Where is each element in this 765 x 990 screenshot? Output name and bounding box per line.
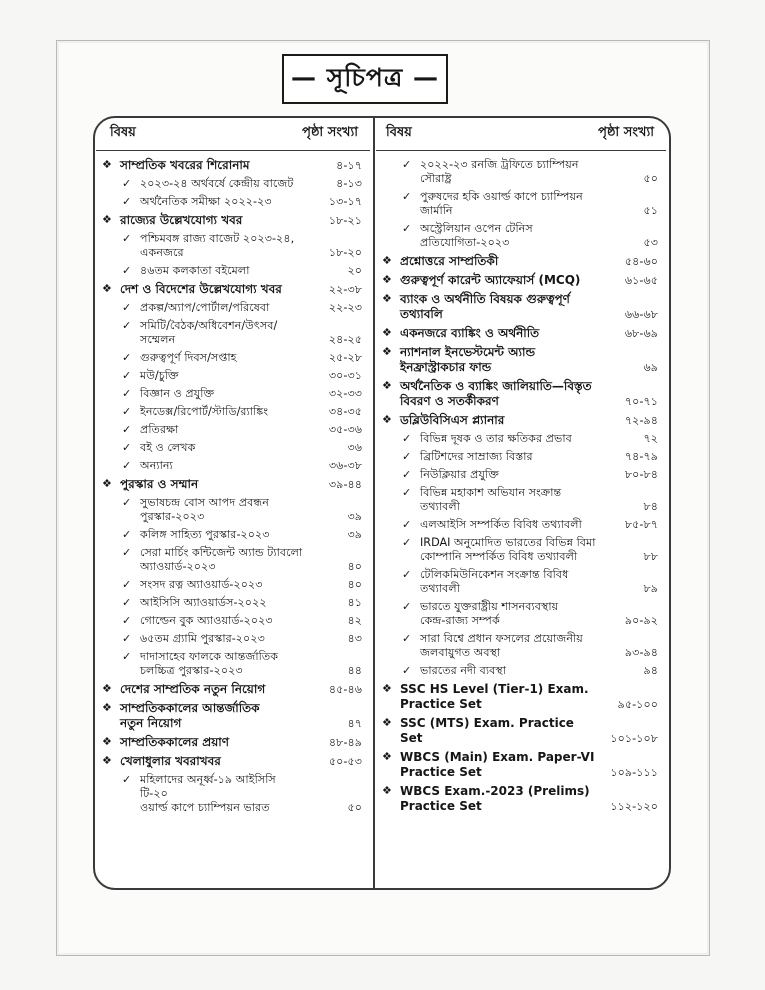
toc-entry — [96, 576, 370, 594]
toc-entry-title: ৬৫তম গ্র্যামি পুরস্কার-২০২৩ — [140, 632, 265, 645]
toc-entry — [96, 349, 370, 367]
toc-entry-title: নিউক্লিয়ার প্রযুক্তি — [420, 468, 499, 481]
toc-page-number: ৪০ — [347, 560, 362, 573]
toc-page-number: ৪৫-৪৬ — [328, 683, 362, 696]
toc-section — [376, 748, 666, 782]
toc-entry-title: সেরা মার্চিং কন্টিজেন্ট অ্যান্ড ট্যাবলো অ্যাওয়ার্ড-২০২৩ — [140, 546, 303, 573]
checkmark-icon: ✓ — [122, 546, 132, 559]
toc-page-number: ৩৫-৩৬ — [328, 423, 362, 436]
toc-entry-title: আইসিসি অ্যাওয়ার্ডস-২০২২ — [140, 596, 267, 609]
toc-section — [376, 782, 666, 816]
diamond-bullet-icon: ❖ — [382, 292, 392, 305]
toc-entry-title: সমিটি/বৈঠক/অধিবেশন/উৎসব/ সম্মেলন — [140, 319, 278, 346]
toc-section — [96, 475, 370, 494]
toc-entry-title: সাম্প্রতিককালের আন্তর্জাতিক নতুন নিয়োগ — [120, 701, 260, 730]
checkmark-icon: ✓ — [122, 387, 132, 400]
toc-entry — [96, 262, 370, 280]
toc-entry-title: পশ্চিমবঙ্গ রাজ্য বাজেট ২০২৩-২৪, একনজরে — [140, 232, 295, 259]
toc-entry-title: খেলাধুলার খবরাখবর — [120, 754, 221, 768]
toc-entry-title: SSC HS Level (Tier-1) Exam. Practice Set — [400, 682, 589, 711]
toc-section — [96, 211, 370, 230]
diamond-bullet-icon: ❖ — [382, 379, 392, 392]
toc-entry-title: এলআইসি সম্পর্কিত বিবিধ তথ্যাবলী — [420, 518, 582, 531]
toc-entry-title: IRDAI অনুমোদিত ভারতের বিভিন্ন বিমা কোম্পানি সম্পর্কিত বিবিধ তথ্যাবলী — [420, 536, 596, 563]
toc-section — [376, 252, 666, 271]
toc-section — [376, 324, 666, 343]
toc-page-number: ৫১ — [643, 204, 658, 217]
diamond-bullet-icon: ❖ — [382, 413, 392, 426]
toc-entry-title: মউ/চুক্তি — [140, 369, 179, 382]
toc-entry-title: ৪৬তম কলকাতা বইমেলা — [140, 264, 250, 277]
checkmark-icon: ✓ — [402, 600, 412, 613]
checkmark-icon: ✓ — [402, 432, 412, 445]
checkmark-icon: ✓ — [122, 195, 132, 208]
toc-entry-title: প্রতিরক্ষা — [140, 423, 179, 436]
toc-entry-title: সাম্প্রতিককালের প্রয়াণ — [120, 735, 230, 749]
toc-page-number: ৩৯ — [347, 528, 362, 541]
toc-entry — [376, 466, 666, 484]
diamond-bullet-icon: ❖ — [382, 682, 392, 695]
toc-entry-title: বিভিন্ন দূষক ও তার ক্ষতিকর প্রভাব — [420, 432, 572, 445]
toc-page-number: ৪২ — [347, 614, 362, 627]
toc-page-number: ৭২ — [643, 432, 658, 445]
toc-entry-title: অর্থনৈতিক সমীক্ষা ২০২২-২৩ — [140, 195, 272, 208]
page-title: — সূচিপত্র — — [282, 54, 448, 104]
toc-page-number: ৬১-৬৫ — [624, 274, 658, 287]
toc-section — [96, 752, 370, 771]
checkmark-icon: ✓ — [122, 650, 132, 663]
toc-entry-title: ভারতের নদী ব্যবস্থা — [420, 664, 506, 677]
toc-entry-title: প্রকল্প/অ্যাপ/পোর্টাল/পরিষেবা — [140, 301, 270, 314]
toc-entry-title: টেলিকমিউনিকেশন সংক্রান্ত বিবিধ তথ্যাবলী — [420, 568, 569, 595]
toc-entry — [96, 317, 370, 349]
diamond-bullet-icon: ❖ — [102, 735, 112, 748]
toc-entry — [96, 630, 370, 648]
toc-entry-title: ভারতে যুক্তরাষ্ট্রীয় শাসনব্যবস্থায় কেন্দ্র-রাজ্য সম্পর্ক — [420, 600, 559, 627]
toc-page-number: ৮৫-৮৭ — [624, 518, 658, 531]
toc-section — [376, 343, 666, 377]
toc-page-number: ১০৯-১১১ — [610, 766, 658, 779]
toc-entry-title: ডব্লিউবিসিএস প্ল্যানার — [400, 413, 505, 427]
checkmark-icon: ✓ — [122, 301, 132, 314]
diamond-bullet-icon: ❖ — [382, 326, 392, 339]
toc-page-number: ৪৩ — [347, 632, 362, 645]
toc-page-number: ৩৯-৪৪ — [328, 478, 362, 491]
toc-page-number: ৩৯ — [347, 510, 362, 523]
toc-entry-title: মহিলাদের অনূর্ধ্ব-১৯ আইসিসি টি-২০ ওয়ার্ল্ড কাপে চ্যাম্পিয়ন ভারত — [140, 773, 276, 814]
toc-page-number: ৩৬ — [347, 441, 362, 454]
toc-entry-title: বই ও লেখক — [140, 441, 196, 454]
toc-section — [376, 271, 666, 290]
checkmark-icon: ✓ — [122, 614, 132, 627]
diamond-bullet-icon: ❖ — [102, 701, 112, 714]
toc-page-number: ৭০-৭১ — [624, 395, 658, 408]
toc-page-number: ৬৯ — [643, 361, 658, 374]
checkmark-icon: ✓ — [402, 632, 412, 645]
toc-page-number: ৮৯ — [643, 582, 658, 595]
toc-page-number: ৩৪-৩৫ — [328, 405, 362, 418]
toc-entry-title: অর্থনৈতিক ও ব্যাঙ্কিং জালিয়াতি—বিস্তৃত বিবরণ ও সতর্কীকরণ — [400, 379, 592, 408]
toc-page-number: ২২-২৩ — [328, 301, 362, 314]
toc-entry-title: অস্ট্রেলিয়ান ওপেন টেনিস প্রতিযোগিতা-২০২৩ — [420, 222, 533, 249]
toc-entry — [96, 230, 370, 262]
toc-entry-title: বিভিন্ন মহাকাশ অভিযান সংক্রান্ত তথ্যাবলী — [420, 486, 562, 513]
toc-section — [96, 733, 370, 752]
toc-page-number: ৯৫-১০০ — [617, 698, 658, 711]
toc-page-number: ৪৭ — [347, 717, 362, 730]
toc-page-number: ৫০ — [347, 801, 362, 814]
toc-page-number: ১৮-২১ — [328, 214, 362, 227]
checkmark-icon: ✓ — [122, 369, 132, 382]
toc-page-number: ১৮-২০ — [328, 246, 362, 259]
toc-page-number: ৯০-৯২ — [624, 614, 658, 627]
checkmark-icon: ✓ — [122, 459, 132, 472]
toc-section — [376, 290, 666, 324]
toc-page-number: ৪৪ — [347, 664, 362, 677]
checkmark-icon: ✓ — [402, 486, 412, 499]
checkmark-icon: ✓ — [402, 536, 412, 549]
toc-entry — [96, 648, 370, 680]
toc-section — [376, 411, 666, 430]
toc-entry — [96, 594, 370, 612]
diamond-bullet-icon: ❖ — [382, 716, 392, 729]
checkmark-icon: ✓ — [402, 190, 412, 203]
toc-page-number: ৩০-৩১ — [328, 369, 362, 382]
toc-page-number: ৬৮-৬৯ — [624, 327, 658, 340]
checkmark-icon: ✓ — [122, 264, 132, 277]
toc-entry-title: দেশ ও বিদেশের উল্লেখযোগ্য খবর — [120, 282, 282, 296]
toc-entry — [96, 385, 370, 403]
left-entry-list — [96, 151, 370, 817]
toc-entry — [376, 534, 666, 566]
checkmark-icon: ✓ — [122, 528, 132, 541]
checkmark-icon: ✓ — [122, 632, 132, 645]
toc-section — [96, 699, 370, 733]
toc-entry-title: পুরস্কার ও সম্মান — [120, 477, 199, 491]
toc-page-number: ৩৬-৩৮ — [328, 459, 362, 472]
left-column — [96, 116, 370, 817]
toc-section — [96, 680, 370, 699]
toc-page-number: ১০১-১০৮ — [610, 732, 658, 745]
toc-page-number: ৭৪-৭৯ — [624, 450, 658, 463]
toc-section — [376, 377, 666, 411]
toc-entry-title: সারা বিশ্বে প্রধান ফসলের প্রয়োজনীয় জলবায়ুগত অবস্থা — [420, 632, 583, 659]
toc-page-number: ৫০ — [643, 172, 658, 185]
toc-page-number: ৮০-৮৪ — [624, 468, 658, 481]
toc-entry — [96, 367, 370, 385]
toc-entry-title: একনজরে ব্যাঙ্কিং ও অর্থনীতি — [400, 326, 540, 340]
checkmark-icon: ✓ — [122, 773, 132, 786]
toc-page-number: ৫৪-৬০ — [624, 255, 658, 268]
toc-page-number: ২৫-২৮ — [328, 351, 362, 364]
toc-section — [376, 714, 666, 748]
diamond-bullet-icon: ❖ — [382, 254, 392, 267]
checkmark-icon: ✓ — [122, 319, 132, 332]
toc-entry-title: সাম্প্রতিক খবরের শিরোনাম — [120, 158, 250, 172]
toc-page-number: ১৩-১৭ — [328, 195, 362, 208]
diamond-bullet-icon: ❖ — [382, 750, 392, 763]
toc-entry — [96, 403, 370, 421]
checkmark-icon: ✓ — [402, 518, 412, 531]
toc-page-number: ৪-১৩ — [336, 177, 362, 190]
diamond-bullet-icon: ❖ — [102, 754, 112, 767]
toc-page-number: ৫০-৫৩ — [328, 755, 362, 768]
toc-page-number: ৮৪ — [643, 500, 658, 513]
page-heading: পৃষ্ঠা সংখ্যা — [598, 124, 654, 140]
toc-entry-title: SSC (MTS) Exam. Practice Set — [400, 716, 574, 745]
toc-page-number: ৪০ — [347, 578, 362, 591]
toc-section — [96, 280, 370, 299]
toc-entry-title: দেশের সাম্প্রতিক নতুন নিয়োগ — [120, 682, 266, 696]
toc-entry-title: WBCS (Main) Exam. Paper-VI Practice Set — [400, 750, 595, 779]
toc-page-number: ৪-১৭ — [336, 159, 362, 172]
checkmark-icon: ✓ — [122, 441, 132, 454]
toc-entry-title: প্রশ্নোত্তরে সাম্প্রতিকী — [400, 254, 499, 268]
page-heading: পৃষ্ঠা সংখ্যা — [302, 124, 358, 140]
toc-page-number: ৯৩-৯৪ — [624, 646, 658, 659]
toc-entry — [376, 516, 666, 534]
toc-entry — [96, 299, 370, 317]
checkmark-icon: ✓ — [402, 222, 412, 235]
diamond-bullet-icon: ❖ — [382, 273, 392, 286]
toc-entry-title: কলিঙ্গ সাহিত্য পুরস্কার-২০২৩ — [140, 528, 270, 541]
toc-entry — [376, 430, 666, 448]
diamond-bullet-icon: ❖ — [382, 784, 392, 797]
diamond-bullet-icon: ❖ — [102, 282, 112, 295]
toc-entry-title: গুরুত্বপূর্ণ কারেন্ট অ্যাফেয়ার্স (MCQ) — [400, 273, 581, 287]
checkmark-icon: ✓ — [122, 578, 132, 591]
toc-entry — [96, 421, 370, 439]
toc-entry-title: রাজ্যের উল্লেখযোগ্য খবর — [120, 213, 243, 227]
toc-entry-title: WBCS Exam.-2023 (Prelims) Practice Set — [400, 784, 590, 813]
toc-page-number: ২২-৩৮ — [328, 283, 362, 296]
toc-page-number: ৯৪ — [643, 664, 658, 677]
checkmark-icon: ✓ — [122, 423, 132, 436]
toc-entry-title: বিজ্ঞান ও প্রযুক্তি — [140, 387, 215, 400]
toc-entry-title: দাদাসাহেব ফালকে আন্তর্জাতিক চলচ্চিত্র পুরস্কার-২০২৩ — [140, 650, 279, 677]
checkmark-icon: ✓ — [402, 468, 412, 481]
checkmark-icon: ✓ — [122, 405, 132, 418]
subject-heading: বিষয় — [386, 124, 412, 140]
toc-entry — [376, 220, 666, 252]
toc-entry-title: ইনডেক্স/রিপোর্ট/স্টাডি/র‍্যাঙ্কিং — [140, 405, 269, 418]
toc-entry — [376, 662, 666, 680]
checkmark-icon: ✓ — [122, 177, 132, 190]
toc-section — [376, 680, 666, 714]
toc-entry — [376, 566, 666, 598]
subject-heading: বিষয় — [110, 124, 136, 140]
toc-page-number: ৩২-৩৩ — [328, 387, 362, 400]
diamond-bullet-icon: ❖ — [102, 158, 112, 171]
toc-entry-title: ন্যাশনাল ইনভেস্টমেন্ট অ্যান্ড ইনফ্রাস্ট্রাকচার ফান্ড — [400, 345, 536, 374]
toc-page-number: ৪৮-৪৯ — [328, 736, 362, 749]
checkmark-icon: ✓ — [402, 450, 412, 463]
toc-entry-title: ব্যাংক ও অর্থনীতি বিষয়ক গুরুত্বপূর্ণ তথ্যাবলি — [400, 292, 570, 321]
toc-entry-title: ব্রিটিশদের সাম্রাজ্য বিস্তার — [420, 450, 533, 463]
checkmark-icon: ✓ — [122, 496, 132, 509]
checkmark-icon: ✓ — [122, 232, 132, 245]
toc-entry-title: ২০২২-২৩ রনজি ট্রফিতে চ্যাম্পিয়ন সৌরাষ্ট্র — [420, 158, 579, 185]
checkmark-icon: ✓ — [122, 351, 132, 364]
toc-entry-title: সুভাষচন্দ্র বোস আপদ প্রবন্ধন পুরস্কার-২০২৩ — [140, 496, 269, 523]
toc-page-number: ৮৮ — [643, 550, 658, 563]
toc-page-number: ১১২-১২০ — [610, 800, 658, 813]
toc-entry-title: গুরুত্বপূর্ণ দিবস/সপ্তাহ — [140, 351, 237, 364]
toc-entry — [96, 526, 370, 544]
toc-entry — [96, 544, 370, 576]
toc-entry — [376, 156, 666, 188]
left-column-header — [96, 116, 370, 151]
toc-page-number: ৫৩ — [643, 236, 658, 249]
diamond-bullet-icon: ❖ — [102, 477, 112, 490]
toc-entry-title: ২০২৩-২৪ অর্থবর্ষে কেন্দ্রীয় বাজেট — [140, 177, 294, 190]
toc-page-number: ৪১ — [347, 596, 362, 609]
toc-entry — [376, 188, 666, 220]
toc-page-number: ৬৬-৬৮ — [624, 308, 658, 321]
checkmark-icon: ✓ — [402, 664, 412, 677]
toc-section — [96, 156, 370, 175]
toc-entry-title: অন্যান্য — [140, 459, 173, 472]
checkmark-icon: ✓ — [122, 596, 132, 609]
diamond-bullet-icon: ❖ — [102, 213, 112, 226]
toc-entry — [96, 612, 370, 630]
checkmark-icon: ✓ — [402, 568, 412, 581]
toc-entry-title: পুরুষদের হকি ওয়ার্ল্ড কাপে চ্যাম্পিয়ন জার্মানি — [420, 190, 583, 217]
toc-entry-title: সংসদ রত্ন অ্যাওয়ার্ড-২০২৩ — [140, 578, 263, 591]
toc-entry — [96, 439, 370, 457]
toc-entry — [96, 193, 370, 211]
toc-page-number: ২০ — [347, 264, 362, 277]
right-entry-list — [376, 151, 666, 816]
toc-entry — [376, 448, 666, 466]
column-divider — [373, 118, 375, 888]
toc-entry — [376, 630, 666, 662]
toc-page-number: ৭২-৯৪ — [624, 414, 658, 427]
right-column-header — [376, 116, 666, 151]
toc-entry — [96, 771, 370, 817]
toc-entry — [376, 598, 666, 630]
checkmark-icon: ✓ — [402, 158, 412, 171]
toc-page-number: ২৪-২৫ — [328, 333, 362, 346]
right-column — [376, 116, 666, 816]
diamond-bullet-icon: ❖ — [102, 682, 112, 695]
diamond-bullet-icon: ❖ — [382, 345, 392, 358]
toc-entry — [96, 175, 370, 193]
toc-entry — [96, 457, 370, 475]
toc-entry — [96, 494, 370, 526]
toc-entry-title: গোল্ডেন বুক অ্যাওয়ার্ড-২০২৩ — [140, 614, 273, 627]
toc-entry — [376, 484, 666, 516]
